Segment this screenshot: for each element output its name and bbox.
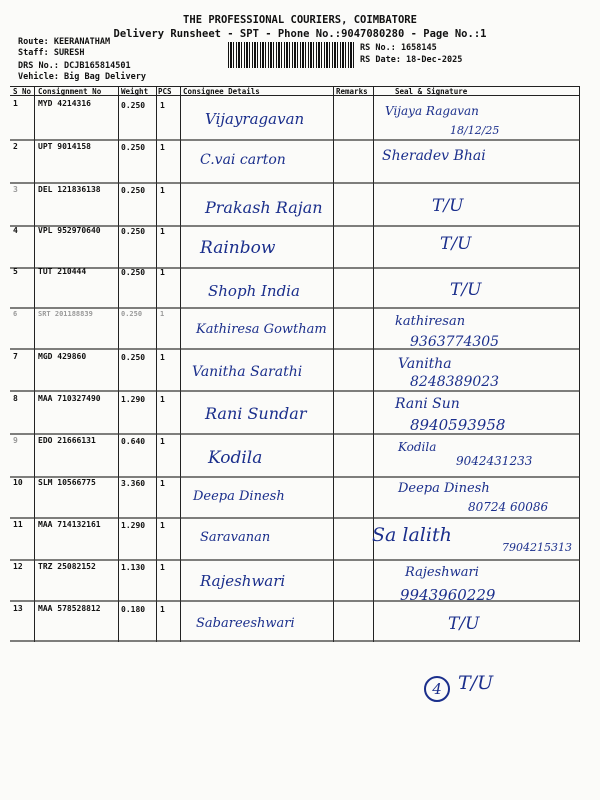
vehicle-label: Vehicle: Big Bag Delivery: [18, 72, 146, 82]
row-11-consignee: Saravanan: [200, 530, 271, 545]
row-2-signature: Sheradev Bhai: [382, 148, 486, 164]
row-5-consignee: Shoph India: [208, 282, 300, 300]
row-6-phone: 9363774305: [410, 334, 500, 350]
row-5-consignment: TUT 210444: [38, 267, 87, 276]
row-5-signature: T/U: [450, 280, 482, 300]
row-1-consignment: MYD 4214316: [38, 99, 91, 108]
col-consignee: Consignee Details: [183, 87, 260, 96]
row-4-sno: 4: [13, 226, 18, 235]
row-9-weight: 0.640: [121, 437, 146, 446]
rs-number: RS No.: 1658145: [360, 43, 437, 53]
circled-count: 4: [424, 676, 450, 702]
col-weight: Weight: [121, 87, 149, 96]
row-12-phone: 9943960229: [400, 586, 496, 604]
row-11-signature: Sa lalith: [372, 524, 452, 546]
row-1-pcs: 1: [160, 101, 165, 110]
footer-note-text: T/U: [458, 672, 494, 694]
row-13-signature: T/U: [448, 614, 480, 634]
row-9-signature: Kodila: [398, 440, 437, 454]
row-11-sno: 11: [13, 520, 23, 529]
row-4-pcs: 1: [160, 227, 165, 236]
row-1-signature: Vijaya Ragavan: [385, 104, 479, 118]
row-13-weight: 0.180: [121, 605, 146, 614]
row-10-phone: 80724 60086: [468, 500, 549, 514]
row-12-pcs: 1: [160, 563, 165, 572]
row-10-sno: 10: [13, 478, 23, 487]
row-5-pcs: 1: [160, 268, 165, 277]
row-10-signature: Deepa Dinesh: [398, 481, 490, 496]
row-8-sno: 8: [13, 394, 18, 403]
row-7-signature: Vanitha: [398, 356, 452, 372]
row-6-consignee: Kathiresa Gowtham: [196, 322, 327, 337]
row-4-consignee: Rainbow: [200, 238, 276, 258]
row-2-sno: 2: [13, 142, 18, 151]
rs-date: RS Date: 18-Dec-2025: [360, 55, 463, 65]
col-consignment: Consignment No: [38, 87, 102, 96]
row-13-sno: 13: [13, 604, 23, 613]
row-11-phone: 7904215313: [502, 541, 572, 554]
route-label: Route: KEERANATHAM: [18, 37, 111, 47]
row-11-weight: 1.290: [121, 521, 146, 530]
row-9-pcs: 1: [160, 437, 165, 446]
row-11-pcs: 1: [160, 521, 165, 530]
row-8-phone: 8940593958: [410, 416, 506, 434]
row-13-pcs: 1: [160, 605, 165, 614]
row-6-weight: 0.250: [121, 310, 143, 318]
row-4-signature: T/U: [440, 234, 472, 254]
row-1-consignee: Vijayragavan: [205, 110, 305, 128]
row-4-consignment: VPL 952970640: [38, 226, 101, 235]
row-12-sno: 12: [13, 562, 23, 571]
row-6-sno: 6: [13, 310, 18, 318]
row-1-sig-date: 18/12/25: [450, 124, 500, 137]
row-3-pcs: 1: [160, 186, 165, 195]
row-10-consignment: SLM 10566775: [38, 478, 96, 487]
row-2-consignment: UPT 9014158: [38, 142, 91, 151]
row-10-weight: 3.360: [121, 479, 146, 488]
col-pcs: PCS: [158, 87, 172, 96]
row-7-phone: 8248389023: [410, 374, 500, 390]
row-9-consignee: Kodila: [208, 448, 263, 468]
row-13-consignee: Sabareeshwari: [196, 616, 295, 631]
row-10-pcs: 1: [160, 479, 165, 488]
row-5-weight: 0.250: [121, 268, 146, 277]
row-8-consignment: MAA 710327490: [38, 394, 101, 403]
row-8-consignee: Rani Sundar: [205, 404, 307, 423]
row-7-weight: 0.250: [121, 353, 146, 362]
row-6-pcs: 1: [160, 310, 165, 318]
row-1-weight: 0.250: [121, 101, 146, 110]
staff-label: Staff: SURESH: [18, 48, 85, 58]
row-2-consignee: C.vai carton: [200, 152, 286, 168]
runsheet-title: Delivery Runsheet - SPT - Phone No.:9047080280 - Page No.:1: [113, 28, 487, 40]
row-6-signature: kathiresan: [395, 314, 466, 329]
row-11-consignment: MAA 714132161: [38, 520, 101, 529]
row-7-sno: 7: [13, 352, 18, 361]
row-7-consignment: MGD 429860: [38, 352, 87, 361]
col-remarks: Remarks: [336, 87, 368, 96]
row-10-consignee: Deepa Dinesh: [193, 489, 285, 504]
row-3-weight: 0.250: [121, 186, 146, 195]
row-13-consignment: MAA 578528812: [38, 604, 101, 613]
drs-number: DRS No.: DCJB165814501: [18, 61, 131, 71]
row-7-pcs: 1: [160, 353, 165, 362]
row-12-signature: Rajeshwari: [405, 565, 479, 580]
row-9-consignment: EDO 21666131: [38, 436, 96, 445]
row-5-sno: 5: [13, 267, 18, 276]
row-1-sno: 1: [13, 99, 18, 108]
row-9-phone: 9042431233: [456, 454, 533, 468]
row-3-signature: T/U: [432, 196, 464, 216]
row-3-consignee: Prakash Rajan: [205, 198, 323, 217]
row-3-consignment: DEL 121836138: [38, 185, 101, 194]
row-8-weight: 1.290: [121, 395, 146, 404]
row-6-consignment: SRT 201188839: [38, 310, 93, 318]
row-2-pcs: 1: [160, 143, 165, 152]
col-signature: Seal & Signature: [395, 87, 468, 96]
row-7-consignee: Vanitha Sarathi: [192, 364, 303, 380]
row-12-consignment: TRZ 25082152: [38, 562, 96, 571]
row-8-pcs: 1: [160, 395, 165, 404]
col-sno: S No: [13, 87, 32, 96]
row-8-signature: Rani Sun: [395, 396, 460, 412]
barcode: [228, 42, 354, 68]
row-12-weight: 1.130: [121, 563, 146, 572]
company-title: THE PROFESSIONAL COURIERS, COIMBATORE: [183, 14, 417, 26]
row-12-consignee: Rajeshwari: [200, 572, 286, 590]
row-2-weight: 0.250: [121, 143, 146, 152]
row-9-sno: 9: [13, 436, 18, 445]
row-4-weight: 0.250: [121, 227, 146, 236]
row-3-sno: 3: [13, 185, 18, 194]
